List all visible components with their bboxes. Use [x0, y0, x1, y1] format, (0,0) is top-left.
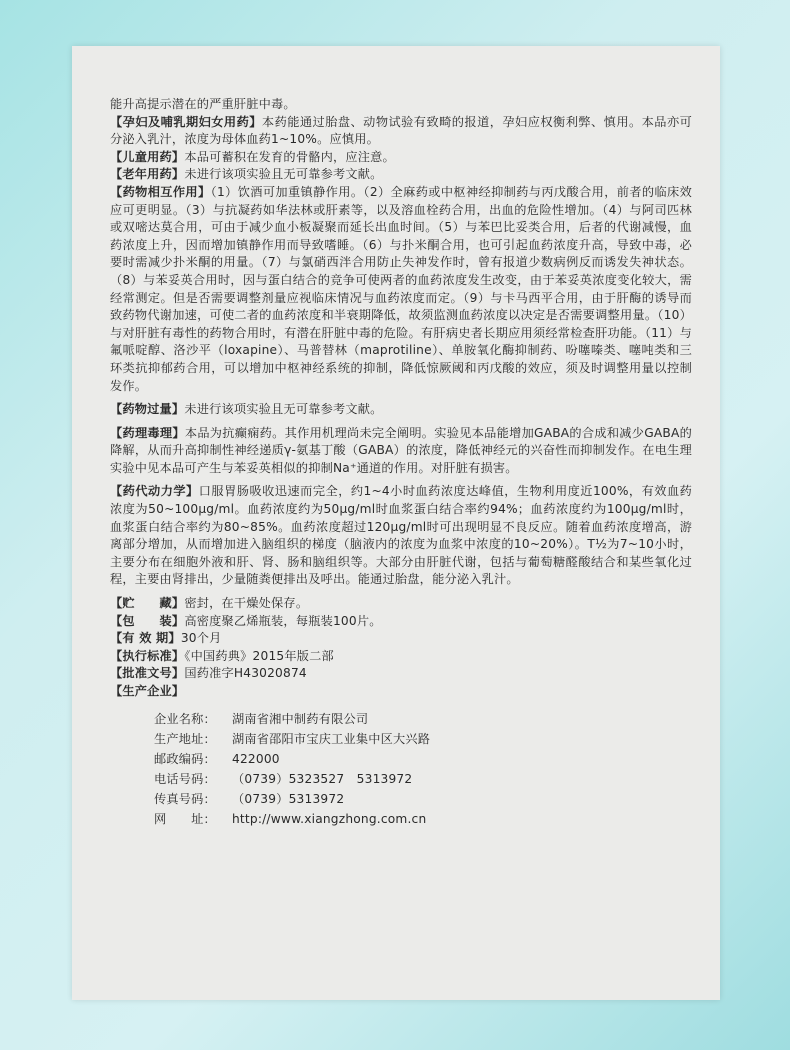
manufacturer-row — [154, 769, 692, 789]
manufacturer-row-label: 电话号码： — [154, 771, 216, 786]
section-children — [110, 149, 692, 167]
section-storage-heading: 【贮 藏】 — [110, 596, 185, 611]
section-standard-body: 《中国药典》2015年版二部 — [184, 648, 334, 663]
manufacturer-row — [154, 729, 692, 749]
section-standard — [110, 648, 692, 666]
section-validity-body: 30个月 — [180, 631, 222, 646]
manufacturer-row — [154, 749, 692, 769]
section-overdose-body: 未进行该项实验且无可靠参考文献。 — [184, 402, 383, 417]
section-pregnancy-body: 本药能通过胎盘、动物试验有致畸的报道，孕妇应权衡利弊、慎用。本品亦可分泌入乳汁，浓度为母体血药1~10%。应慎用。 — [110, 114, 692, 147]
section-validity-heading: 【有 效 期】 — [110, 631, 181, 646]
section-pharmacology-body: 本品为抗癫痫药。其作用机理尚未完全阐明。实验见本品能增加GABA的合成和减少GABA的降解，从而升高抑制性神经递质γ-氨基丁酸（GABA）的浓度，降低神经元的兴奋性而抑制发作。在电生理实验中见本品可产生与苯妥英相似的抑制Na⁺通道的作用。对肝脏有损害。 — [110, 425, 693, 475]
section-interactions-heading: 【药物相互作用】 — [110, 184, 211, 199]
manufacturer-row-label: 传真号码： — [154, 791, 216, 806]
section-storage-body: 密封，在干燥处保存。 — [184, 596, 309, 611]
section-approval-heading: 【批准文号】 — [110, 666, 185, 681]
section-pharmacology — [110, 425, 692, 478]
section-approval — [110, 665, 692, 683]
section-manufacturer-heading: 【生产企业】 — [110, 684, 185, 698]
section-children-body: 本品可蓄积在发育的骨骼内，应注意。 — [184, 149, 395, 164]
manufacturer-row-label: 生产地址： — [154, 731, 216, 746]
manufacturer-row-value: （0739）5313972 — [232, 791, 345, 806]
manufacturer-row-value: http://www.xiangzhong.com.cn — [232, 811, 427, 826]
section-pregnancy — [110, 114, 692, 149]
section-overdose — [110, 401, 692, 419]
section-interactions — [110, 184, 692, 395]
section-pharmacokinetics — [110, 483, 692, 589]
section-pregnancy-heading: 【孕妇及哺乳期妇女用药】 — [110, 114, 262, 129]
manufacturer-row-label: 企业名称： — [154, 711, 216, 726]
manufacturer-row-label: 网 址： — [154, 811, 216, 826]
section-storage — [110, 595, 692, 613]
section-elderly — [110, 166, 692, 184]
manufacturer-details — [110, 709, 692, 829]
section-interactions-body: （1）饮酒可加重镇静作用。（2）全麻药或中枢神经抑制药与丙戊酸合用，前者的临床效应可更明显。（3）与抗凝药如华法林或肝素等，以及溶血栓药合用，出血的危险性增加。（4）与阿司匹林或双嘧达莫合用，可由于减少血小板凝聚而延长出血时间。（5）与苯巴比妥类合用，后者的代谢减慢，血药浓度上升，因而增加镇静作用而导致嗜睡。（6）与扑米酮合用，也可引起血药浓度升高，导致中毒，必要时需减少扑米酮的用量。（7）与氯硝西泮合用防止失神发作时，曾有报道少数病例反而诱发失神状态。（8）与苯妥英合用时，因与蛋白结合的竞争可使两者的血药浓度发生改变，由于苯妥英浓度变化较大，需经常测定。但是否需要调整剂量应视临床情况与血药浓度而定。（9）与卡马西平合用，由于肝酶的诱导而致药物代谢加速，可使二者的血药浓度和半衰期降低，故须监测血药浓度以决定是否需要调整用量。（10）与对肝脏有毒性的药物合用时，有潜在肝脏中毒的危险。有肝病史者长期应用须经常检查肝功能。（11）与氟哌啶醇、洛沙平（loxapine）、马普替林（maprotiline）、单胺氧化酶抑制药、吩噻嗪类、噻吨类和三环类抗抑郁药合用，可以增加中枢神经系统的抑制，降低惊厥阈和丙戊酸的效应，须及时调整用量以控制发作。 — [110, 184, 692, 393]
section-elderly-heading: 【老年用药】 — [110, 167, 185, 182]
lead-text: 能升高提示潜在的严重肝脏中毒。 — [110, 97, 296, 111]
section-pharmacokinetics-heading: 【药代动力学】 — [110, 484, 199, 499]
section-overdose-heading: 【药物过量】 — [110, 402, 185, 417]
section-manufacturer — [110, 683, 692, 701]
section-validity — [110, 630, 692, 648]
section-pharmacology-heading: 【药理毒理】 — [110, 425, 185, 440]
section-pharmacokinetics-body: 口服胃肠吸收迅速而完全，约1~4小时血药浓度达峰值，生物利用度近100%，有效血药浓度为50~100μg/ml。血药浓度约为50μg/ml时血浆蛋白结合率约94%；血药浓度约为100μg/ml时，血浆蛋白结合率约为80~85%。血药浓度超过120μg/ml时可出现明显不良反应。随着血药浓度增高，游离部分增加，从而增加进入脑组织的梯度（脑液内的浓度为血浆中浓度的10~20%）。T½为7~10小时，主要分布在细胞外液和肝、肾、肠和脑组织等。大部分由肝脏代谢，包括与葡萄糖醛酸结合和某些氧化过程，主要由肾排出，少量随粪便排出及呼出。能通过胎盘，能分泌入乳汁。 — [110, 484, 693, 587]
manufacturer-row-label: 邮政编码： — [154, 751, 216, 766]
manufacturer-row — [154, 709, 692, 729]
section-package-body: 高密度聚乙烯瓶装，每瓶装100片。 — [184, 613, 382, 628]
manufacturer-row-value: （0739）5323527 5313972 — [232, 771, 413, 786]
section-package — [110, 613, 692, 631]
manufacturer-row — [154, 809, 692, 829]
manufacturer-row-value: 422000 — [232, 751, 280, 766]
leaflet-content — [110, 96, 692, 829]
manufacturer-row-value: 湖南省湘中制药有限公司 — [232, 711, 369, 726]
section-children-heading: 【儿童用药】 — [110, 149, 185, 164]
section-standard-heading: 【执行标准】 — [110, 648, 185, 663]
manufacturer-row-value: 湖南省邵阳市宝庆工业集中区大兴路 — [232, 731, 431, 746]
section-approval-body: 国药准字H43020874 — [184, 666, 307, 681]
section-elderly-body: 未进行该项实验且无可靠参考文献。 — [184, 167, 383, 182]
manufacturer-row — [154, 789, 692, 809]
section-package-heading: 【包 装】 — [110, 613, 185, 628]
leaflet-paper — [72, 46, 720, 1000]
